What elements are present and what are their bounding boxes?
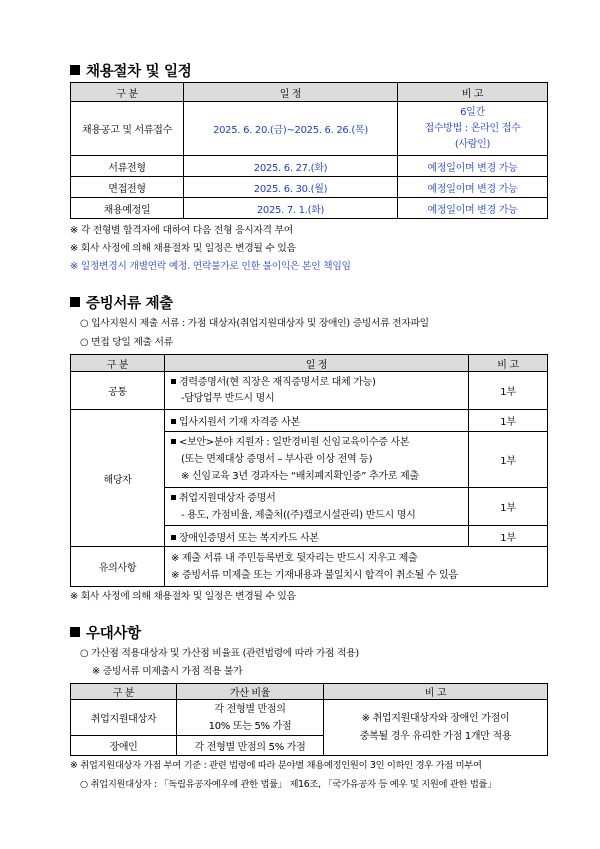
header-schedule: 일 정 <box>184 83 398 102</box>
note: ※ 취업지원대상자 가점 부여 기준 : 관련 법령에 따라 분야별 채용예정인원이 3인 이하인 경우 가점 미부여 <box>70 760 482 771</box>
section2-title: 증빙서류 제출 <box>70 292 173 313</box>
square-bullet-icon <box>171 439 176 444</box>
list-item: ○ 면접 당일 제출 서류 <box>80 337 173 348</box>
note: ※ 회사 사정에 의해 채용절차 및 일정은 변경될 수 있음 <box>70 243 296 254</box>
documents-table <box>70 354 548 587</box>
square-bullet-icon <box>171 419 176 424</box>
row-ratio: 각 전형별 만점의 5% 가점 <box>177 736 324 756</box>
caution-text: ※ 제출 서류 내 주민등록번호 뒷자리는 반드시 지우고 제출 ※ 증빙서류 미제출 또는 기재내용과 불일치시 합격이 취소될 수 있음 <box>165 547 548 587</box>
row-schedule: 2025. 6. 30.(월) <box>184 177 398 198</box>
row-category: 공통 <box>71 372 165 410</box>
header-schedule: 일 정 <box>165 355 469 372</box>
row-remark: 1부 <box>469 410 548 432</box>
list-item: ○ 가산점 적용대상자 및 가산점 비율표 (관련법령에 따라 가점 적용) <box>80 648 359 659</box>
header-remark: 비 고 <box>398 83 548 102</box>
square-bullet-icon <box>70 65 80 75</box>
note: ※ 일정변경시 개별연락 예정. 연락불가로 인한 불이익은 본인 책임임 <box>70 261 351 272</box>
row-category: 면접전형 <box>71 177 184 198</box>
square-bullet-icon <box>171 495 176 500</box>
header-category: 구 분 <box>71 355 165 372</box>
bonus-table <box>70 683 548 756</box>
row-category: 서류전형 <box>71 156 184 177</box>
row-category: 채용예정일 <box>71 198 184 219</box>
row-remark: 예정일이며 변경 가능 <box>398 177 548 198</box>
row-remark: 1부 <box>469 488 548 526</box>
row-remark: 1부 <box>469 432 548 488</box>
row-schedule: 2025. 6. 20.(금)~2025. 6. 26.(목) <box>184 102 398 156</box>
list-item: ○ 입사지원시 제출 서류 : 가점 대상자(취업지원대상자 및 장애인) 증빙서류 전자파일 <box>80 318 429 329</box>
row-schedule: 2025. 6. 27.(화) <box>184 156 398 177</box>
note: ※ 각 전형별 합격자에 대하여 다음 전형 응시자격 부여 <box>70 225 293 236</box>
document-item: 장애인증명서 또는 복지카드 사본 <box>165 526 469 547</box>
row-remark: 예정일이며 변경 가능 <box>398 198 548 219</box>
section3-title: 우대사항 <box>70 622 141 643</box>
row-remark: 1부 <box>469 372 548 410</box>
schedule-table <box>70 82 548 219</box>
document-item: 경력증명서(현 직장은 재직증명서로 대체 가능) -담당업무 반드시 명시 <box>165 372 469 410</box>
row-category: 유의사항 <box>71 547 165 587</box>
header-remark: 비 고 <box>469 355 548 372</box>
document-item: 입사지원서 기재 자격증 사본 <box>165 410 469 432</box>
row-remark: 예정일이며 변경 가능 <box>398 156 548 177</box>
header-ratio: 가산 비율 <box>177 684 324 700</box>
document-item: 취업지원대상자 증명서 - 용도, 가점비율, 제출처((주)캡코시설관리) 반드시 명시 <box>165 488 469 526</box>
row-category: 채용공고 및 서류접수 <box>71 102 184 156</box>
square-bullet-icon <box>70 627 80 637</box>
header-category: 구 분 <box>71 684 177 700</box>
header-remark: 비 고 <box>324 684 548 700</box>
row-remark: 1부 <box>469 526 548 547</box>
row-ratio: 각 전형별 만점의 10% 또는 5% 가점 <box>177 700 324 736</box>
square-bullet-icon <box>70 297 80 307</box>
header-category: 구 분 <box>71 83 184 102</box>
row-remark: 6일간 접수방법 : 온라인 접수 (사람인) <box>398 102 548 156</box>
note: ※ 회사 사정에 의해 채용절차 및 일정은 변경될 수 있음 <box>70 591 296 602</box>
list-item: ○ 취업지원대상자 : 「독립유공자예우에 관한 법률」 제16조, 「국가유공자 등 예우 및 지원에 관한 법률」 <box>80 779 497 790</box>
row-category: 취업지원대상자 <box>71 700 177 736</box>
square-bullet-icon <box>171 535 176 540</box>
section1-title: 채용절차 및 일정 <box>70 60 191 81</box>
sub-note: ※ 증빙서류 미제출시 가점 적용 불가 <box>92 666 243 677</box>
row-category: 해당자 <box>71 410 165 547</box>
square-bullet-icon <box>171 379 176 384</box>
row-category: 장애인 <box>71 736 177 756</box>
document-item: <보안>분야 지원자 : 일반경비원 신임교육이수증 사본 (또는 면제대상 증명서 – 부사관 이상 전역 등) ※ 신임교육 3년 경과자는 “배치폐지확인증” 추가로 제출 <box>165 432 469 488</box>
row-remark: ※ 취업지원대상자와 장애인 가점이 중복될 경우 유리한 가점 1개만 적용 <box>324 700 548 756</box>
row-schedule: 2025. 7. 1.(화) <box>184 198 398 219</box>
